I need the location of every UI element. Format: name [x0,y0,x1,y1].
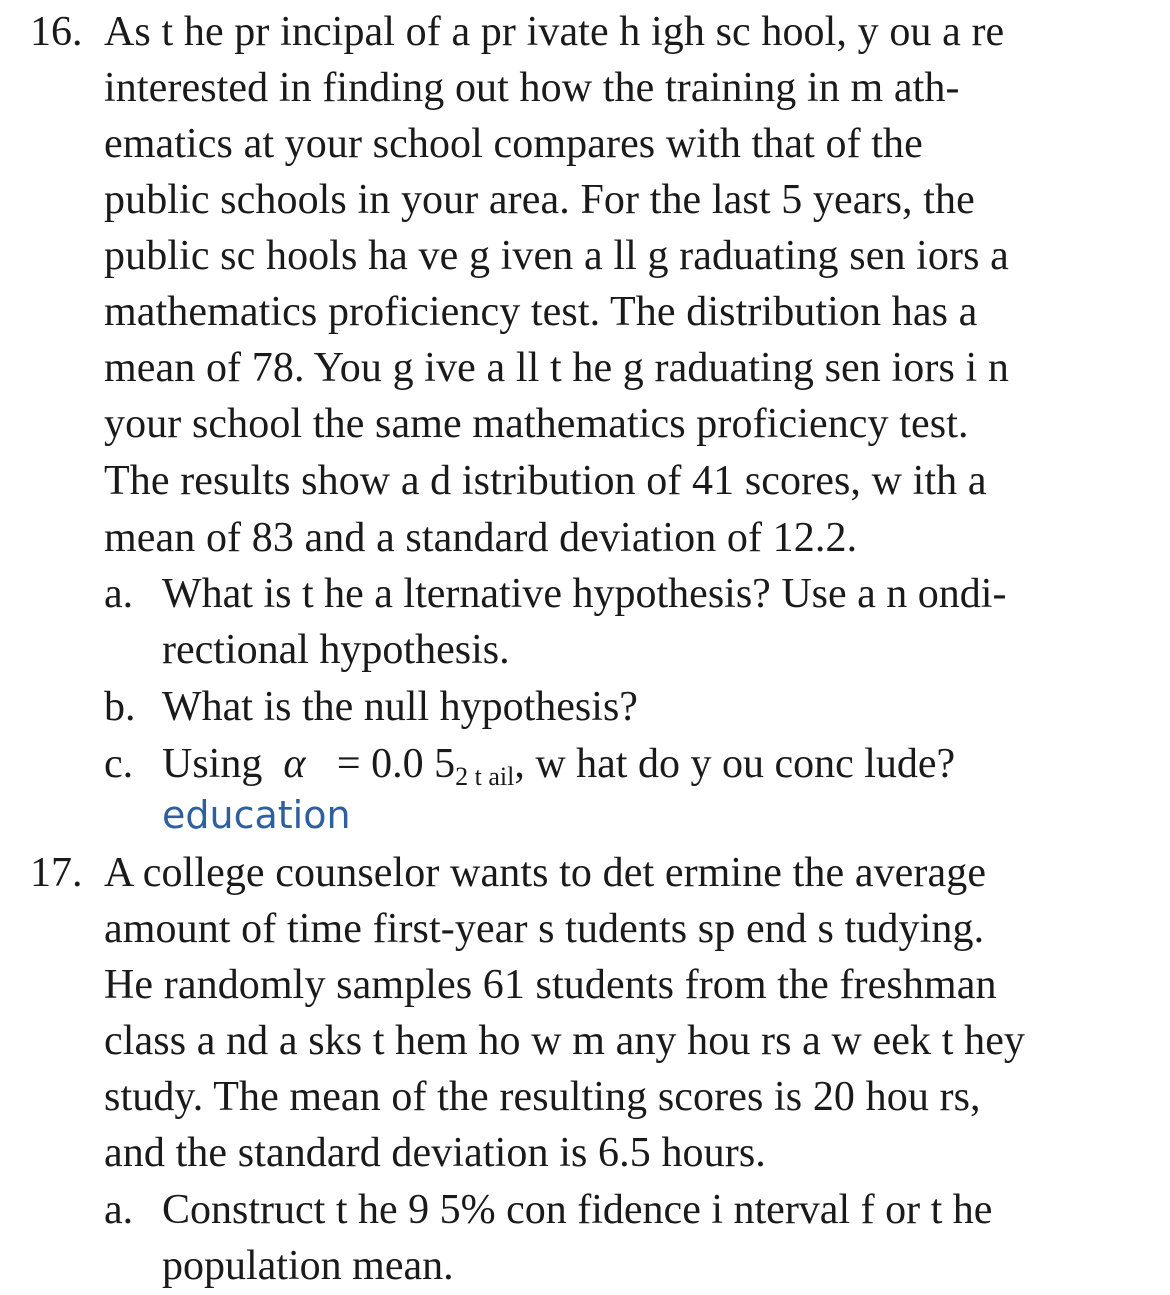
problem-text-line: A college counselor wants to det ermine the average [104,850,987,896]
problem-text-line: amount of time first-year s tudents sp end s tudying. [104,906,985,952]
problem-text-line: ematics at your school compares with that of the [104,121,923,167]
problem-text-line: mathematics proficiency test. The distribution has a [104,289,978,335]
problem-number: 16. [30,9,83,55]
problem-text-line: public schools in your area. For the last 5 years, the [104,177,975,223]
sub-question-text-line: rectional hypothesis. [162,627,510,673]
sub-question-label: a. [104,1187,134,1233]
sub-question-label: c. [104,741,134,787]
problem-text-line: study. The mean of the resulting scores is 20 hou rs, [104,1074,981,1120]
problem-text-line: mean of 78. You g ive a ll t he g raduating sen iors i n [104,345,1009,391]
problem-text-line: interested in finding out how the training in m ath- [104,65,960,111]
sub-question-text-line: What is t he a lternative hypothesis? Use a n ondi- [162,571,1007,617]
alpha-value: = 0.0 5 [336,741,456,787]
sub-question-text-line [162,736,955,792]
problem-text-line: class a nd a sks t hem ho w m any hou rs a w eek t hey [104,1018,1026,1064]
problem-text-line: As t he pr incipal of a pr ivate h igh sc hool, y ou a re [104,9,1005,55]
problem-number: 17. [30,850,83,896]
tail-subscript: 2 t ail [455,762,515,791]
problem-text-line: mean of 83 and a standard deviation of 12.2. [104,515,858,561]
problem-text-line: The results show a d istribution of 41 scores, w ith a [104,458,987,504]
annotation-note: education [162,793,351,837]
problem-text-line: public sc hools ha ve g iven a ll g raduating sen iors a [104,233,1009,279]
sub-question-label: b. [104,684,136,730]
problem-text-line: and the standard deviation is 6.5 hours. [104,1130,766,1176]
sub-question-rest-text: , w hat do y ou conc lude? [514,741,956,787]
alpha-symbol: α [283,741,306,787]
sub-question-text-line: population mean. [162,1243,454,1289]
problem-text-line: He randomly samples 61 students from the freshman [104,962,997,1008]
sub-question-text-line: What is the null hypothesis? [162,684,638,730]
sub-question-label: a. [104,571,134,617]
sub-question-lead-text: Using [162,741,263,787]
sub-question-text-line: Construct t he 9 5% con fidence i nterval f or t he [162,1187,993,1233]
problem-text-line: your school the same mathematics proficiency test. [104,401,969,447]
